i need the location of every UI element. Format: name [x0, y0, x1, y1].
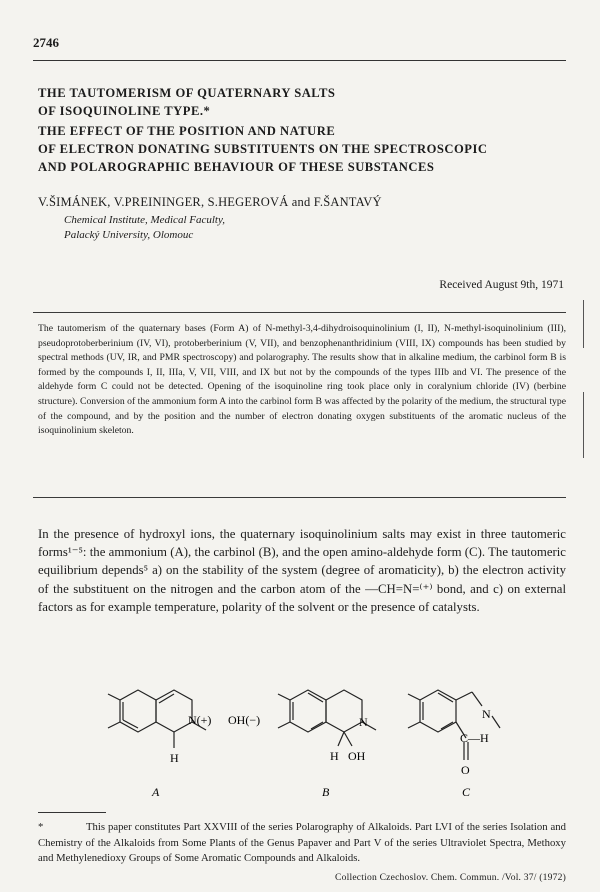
footnote-rule: [38, 812, 106, 813]
footnote-text: This paper constitutes Part XXVIII of the series Polarography of Alkaloids. Part LVI of the series Isolation and Chemistry of the Alkaloids from Some Plants of the Genus Papaver and Part V of the series Ultraviolet Spectra, Methoxy and Methylenedioxy Groups of Some Aromatic Compounds and Alkaloids.: [38, 821, 566, 864]
hydrogen-b: H: [330, 749, 339, 763]
form-c-label: C: [462, 785, 471, 799]
title-line: OF ISOQUINOLINE TYPE.*: [38, 104, 211, 118]
form-b-label: B: [322, 785, 330, 799]
journal-footer: Collection Czechoslov. Chem. Commun. /Vol. 37/ (1972): [335, 872, 566, 883]
subtitle-line: THE EFFECT OF THE POSITION AND NATURE: [38, 124, 336, 138]
tautomer-structures: [80, 680, 560, 810]
subtitle-line: OF ELECTRON DONATING SUBSTITUENTS ON THE SPECTROSCOPIC: [38, 142, 488, 156]
footnote: [38, 820, 566, 867]
title-line: THE TAUTOMERISM OF QUATERNARY SALTS: [38, 86, 336, 100]
subtitle-line: AND POLAROGRAPHIC BEHAVIOUR OF THESE SUBSTANCES: [38, 160, 435, 174]
hydroxide-ion: OH(−): [228, 713, 261, 727]
title: [38, 84, 568, 120]
hydrogen-a: H: [170, 751, 179, 765]
aldehyde-oxygen: O: [461, 763, 470, 777]
carbinol-nitrogen: N: [359, 715, 368, 729]
margin-mark: [583, 392, 584, 458]
structure-c: [408, 690, 500, 760]
abstract-top-rule: [33, 312, 566, 313]
form-a-label: A: [152, 785, 160, 799]
affiliation: [64, 213, 225, 243]
hydroxyl-b: OH: [348, 749, 366, 763]
authors: V.ŠIMÁNEK, V.PREININGER, S.HEGEROVÁ and F.ŠANTAVÝ: [38, 195, 382, 209]
footnote-mark: *: [38, 821, 44, 833]
ammonium-nitrogen: N(+): [188, 713, 212, 727]
abstract-bottom-rule: [33, 497, 566, 498]
affiliation-line: Chemical Institute, Medical Faculty,: [64, 214, 225, 226]
aldehyde-carbon: C—H: [460, 731, 489, 745]
abstract: The tautomerism of the quaternary bases (Form A) of N-methyl-3,4-dihydroisoquinolinium (I, II), N-methyl-isoquinolinium (III), pseudoprotoberberinium (IV, VI), protoberberinium (V, VII), and benzophenanthridinium (VIII, IX) compounds has been studied by spectral methods (UV, IR, and PMR spectroscopy) and polarography. The results show that in alkaline medium, the carbinol form B is formed by the compounds I, II, IIIa, V, VII, VIII, and IX but not by the compounds of the types IIIb and VI. The presence of the aldehyde form C could not be detected. Opening of the isoquinoline ring took place only in coralynium chloride (IV) (berbine structure). Conversion of the ammonium form A into the carbinol form B was affected by the polarity of the medium, the structural type of the compound, and by the position and the number of electron donating oxygen substituents of the aromatic nucleus of the isoquinolinium skeleton.: [38, 323, 566, 437]
received-date: Received August 9th, 1971: [439, 279, 564, 291]
top-rule: [33, 60, 566, 61]
intro-paragraph: In the presence of hydroxyl ions, the quaternary isoquinolinium salts may exist in three tautomeric forms¹⁻⁵: the ammonium (A), the carbinol (B), and the open amino-aldehyde form (C). The tautomeric equilibrium depends⁵ a) on the stability of the system (degree of aromaticity), b) the electron activity of the substituent on the nitrogen and the carbon atom of the —CH=N=⁽⁺⁾ bond, and c) on external factors as for example temperature, polarity of the solvent or the presence of catalysts.: [38, 527, 566, 614]
affiliation-line: Palacký University, Olomouc: [64, 229, 194, 241]
margin-mark: [583, 300, 584, 348]
page-number: 2746: [33, 35, 59, 50]
subtitle: [38, 122, 568, 176]
amine-nitrogen: N: [482, 707, 491, 721]
